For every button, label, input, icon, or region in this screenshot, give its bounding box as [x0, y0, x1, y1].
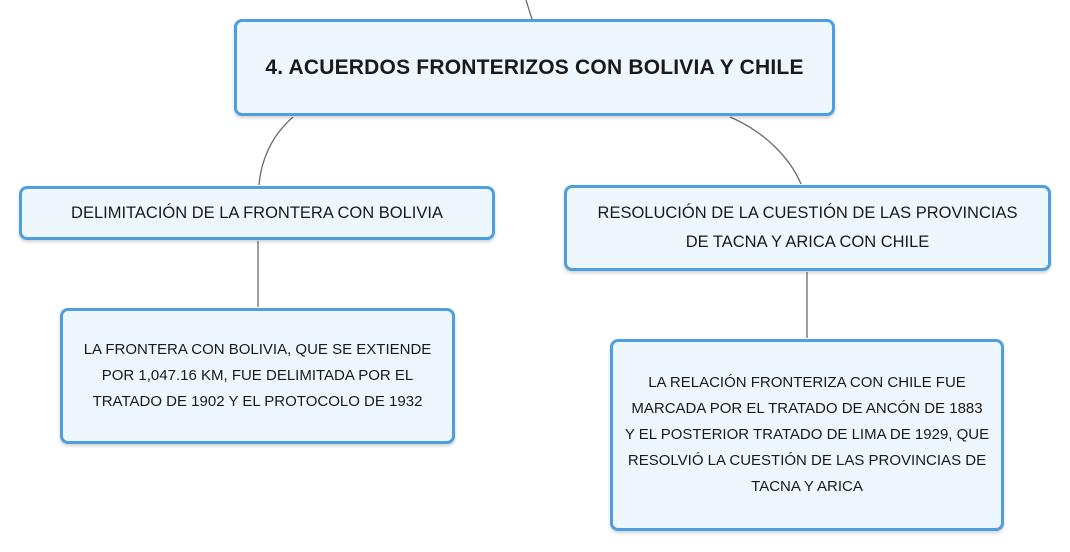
- connector-main-to-chile: [730, 117, 801, 184]
- detail-text-bolivia: LA FRONTERA CON BOLIVIA, QUE SE EXTIENDE POR 1,047.16 KM, FUE DELIMITADA POR EL TRATADO DE 1902 Y EL PROTOCOLO DE 1932: [83, 341, 432, 410]
- subtopic-node-chile[interactable]: [564, 185, 1051, 271]
- main-topic-label: 4. ACUERDOS FRONTERIZOS CON BOLIVIA Y CHILE: [265, 55, 804, 79]
- main-topic-node[interactable]: [234, 19, 835, 116]
- detail-text-chile: LA RELACIÓN FRONTERIZA CON CHILE FUE MARCADA POR EL TRATADO DE ANCÓN DE 1883 Y EL POSTERIOR TRATADO DE LIMA DE 1929, QUE RESOLVIÓ LA CUESTIÓN DE LAS PROVINCIAS DE TACNA Y ARICA: [624, 374, 990, 495]
- subtopic-label-bolivia: DELIMITACIÓN DE LA FRONTERA CON BOLIVIA: [71, 203, 443, 222]
- subtopic-node-bolivia[interactable]: [19, 186, 495, 240]
- connector-main-to-bolivia: [259, 117, 293, 185]
- subtopic-label-chile: RESOLUCIÓN DE LA CUESTIÓN DE LAS PROVINCIAS DE TACNA Y ARICA CON CHILE: [597, 204, 1018, 251]
- connector-parent-to-main: [526, 0, 532, 19]
- detail-node-chile[interactable]: [610, 339, 1004, 531]
- detail-node-bolivia[interactable]: [60, 308, 455, 444]
